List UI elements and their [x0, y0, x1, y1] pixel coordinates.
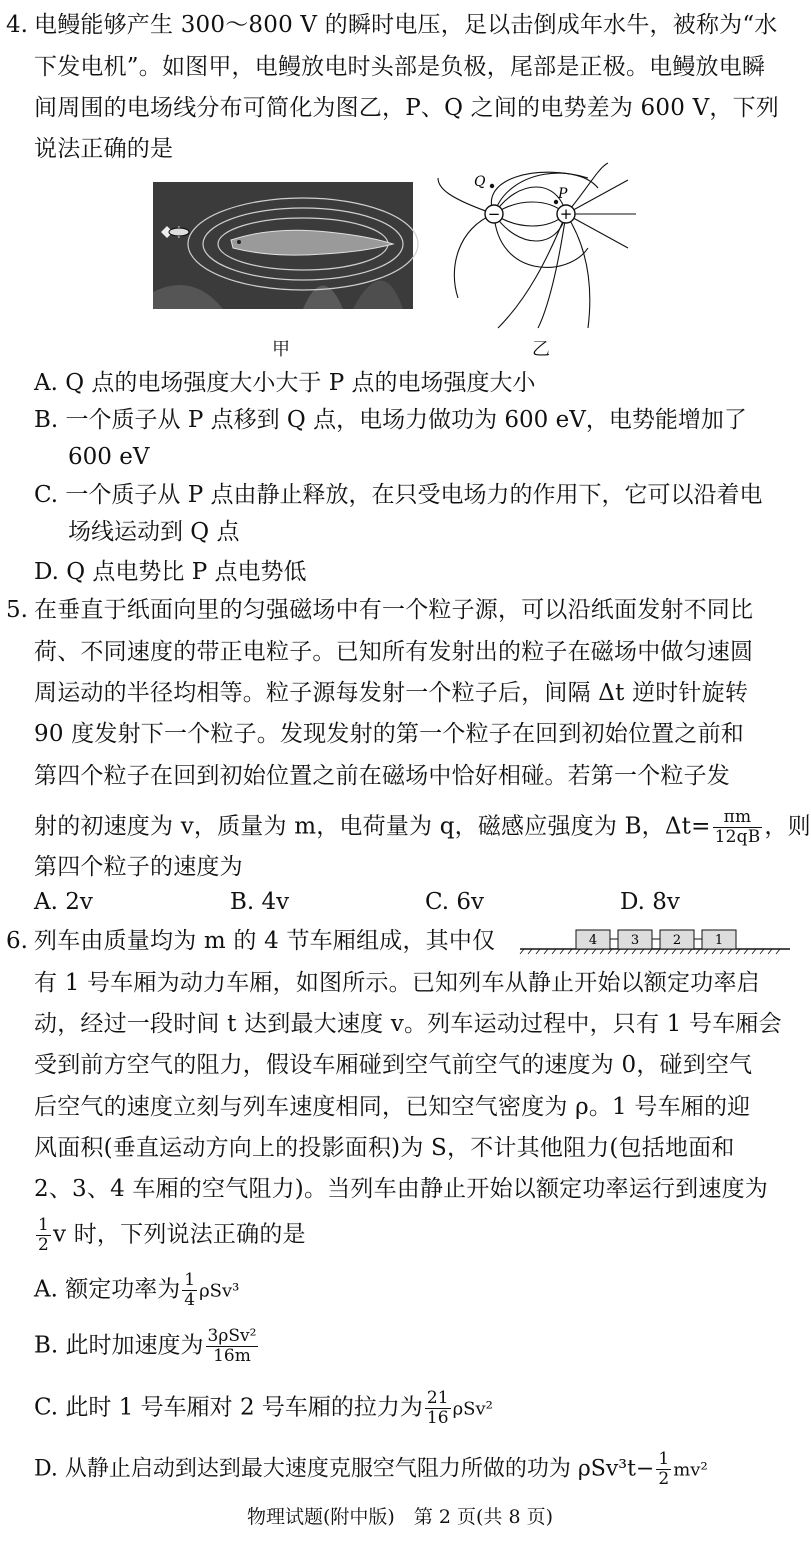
- q6-stem-line-4: 受到前方空气的阻力，假设车厢碰到空气前空气的速度为 0，碰到空气: [34, 1052, 753, 1078]
- q4-stem-line-3: 间周围的电场线分布可简化为图乙，P、Q 之间的电势差为 600 V，下列: [34, 95, 779, 121]
- q4-option-a: A. Q 点的电场强度大小大于 P 点的电场强度大小: [34, 370, 536, 396]
- train-car-2-label: 2: [672, 933, 682, 948]
- point-p-label: P: [558, 186, 568, 202]
- eel-photo-drawing: [153, 182, 413, 309]
- q5-number: 5.: [6, 597, 28, 623]
- q5-stem-line-5: 第四个粒子在回到初始位置之前在磁场中恰好相碰。若第一个粒子发: [34, 763, 730, 789]
- q6-option-c: [34, 1389, 493, 1428]
- q5-stem-line-3: 周运动的半径均相等。粒子源每发射一个粒子后，间隔 Δt 逆时针旋转: [34, 680, 749, 706]
- q6-option-a-post: ρSv³: [199, 1280, 240, 1302]
- q5-stem-line-2: 荷、不同速度的带正电粒子。已知所有发射出的粒子在磁场中做匀速圆: [34, 639, 754, 665]
- field-lines-drawing: [438, 168, 638, 328]
- train-drawing: [520, 924, 790, 954]
- positive-charge-sign: +: [559, 205, 573, 223]
- q6-option-b-fraction: [206, 1327, 259, 1366]
- q6-option-d-numerator: 1: [658, 1449, 670, 1469]
- delta-t-denominator: 12qB: [714, 827, 761, 847]
- q4-option-b-line-1: B. 一个质子从 P 点移到 Q 点，电场力做功为 600 eV，电势能增加了: [34, 407, 747, 433]
- q6-stem-line-1: 列车由质量均为 m 的 4 节车厢组成，其中仅: [34, 928, 496, 954]
- delta-t-numerator: πm: [713, 808, 763, 828]
- half-numerator: 1: [38, 1215, 50, 1235]
- negative-charge-sign: −: [487, 205, 501, 223]
- train-car-3: [618, 930, 652, 949]
- q6-option-d-fraction: [656, 1450, 671, 1489]
- q5-stem-line-1: 在垂直于纸面向里的匀强磁场中有一个粒子源，可以沿纸面发射不同比: [34, 597, 754, 623]
- q4-option-c-line-1: C. 一个质子从 P 点由静止释放，在只受电场力的作用下，它可以沿着电: [34, 482, 763, 508]
- q5-option-a: A. 2v: [34, 889, 93, 915]
- point-q-label: Q: [474, 174, 486, 190]
- q5-stem-line-4: 90 度发射下一个粒子。发现发射的第一个粒子在回到初始位置之前和: [34, 721, 744, 747]
- q5-option-b: B. 4v: [230, 889, 290, 915]
- figure-caption-a: 甲: [272, 339, 290, 360]
- q6-stem-line-6: 风面积(垂直运动方向上的投影面积)为 S，不计其他阻力(包括地面和: [34, 1135, 735, 1161]
- q6-stem-line-8: [34, 1216, 306, 1255]
- q4-number: 4.: [6, 12, 28, 38]
- q6-option-c-denominator: 16: [426, 1408, 449, 1428]
- q6-option-d-denominator: 2: [658, 1469, 670, 1489]
- q5-stem-line-6: [34, 808, 811, 847]
- delta-t-fraction: [713, 808, 763, 847]
- q6-stem-line-3: 动，经过一段时间 t 达到最大速度 v。列车运动过程中，只有 1 号车厢会: [34, 1011, 782, 1037]
- q6-option-c-numerator: 21: [426, 1388, 449, 1408]
- q6-option-b: [34, 1327, 260, 1366]
- q5-stem-6-post: ，则: [764, 813, 811, 840]
- train-car-1-label: 1: [714, 933, 724, 948]
- half-denominator: 2: [38, 1235, 50, 1255]
- q5-stem-6-pre: 射的初速度为 v，质量为 m，电荷量为 q，磁感应强度为 B，Δt=: [34, 813, 711, 840]
- q6-stem-line-2: 有 1 号车厢为动力车厢，如图所示。已知列车从静止开始以额定功率启: [34, 970, 760, 996]
- eel-photo-figure: [153, 182, 413, 309]
- q6-option-a-denominator: 4: [184, 1290, 196, 1310]
- page-footer: 物理试题(附中版) 第 2 页(共 8 页): [247, 1506, 553, 1528]
- train-car-1: [702, 930, 736, 949]
- q6-stem-last: v 时，下列说法正确的是: [53, 1221, 306, 1248]
- q6-number: 6.: [6, 928, 28, 954]
- figure-caption-b: 乙: [532, 339, 550, 360]
- q6-option-c-fraction: [425, 1389, 451, 1428]
- q4-option-c-line-2: 场线运动到 Q 点: [68, 519, 240, 545]
- q5-option-c: C. 6v: [425, 889, 485, 915]
- q6-option-d: [34, 1450, 708, 1489]
- q6-option-a-numerator: 1: [184, 1270, 196, 1290]
- q4-stem-line-4: 说法正确的是: [34, 136, 174, 162]
- train-car-4: [576, 930, 610, 949]
- point-q-dot: [490, 184, 494, 188]
- q6-option-a-pre: A. 额定功率为: [34, 1276, 181, 1303]
- half-fraction: [36, 1216, 51, 1255]
- q5-option-d: D. 8v: [620, 889, 680, 915]
- q6-option-a-fraction: [182, 1271, 197, 1310]
- q4-option-d: D. Q 点电势比 P 点电势低: [34, 559, 307, 585]
- q6-option-d-pre: D. 从静止启动到达到最大速度克服空气阻力所做的功为 ρSv³t−: [34, 1456, 655, 1482]
- q6-option-c-post: ρSv²: [452, 1398, 493, 1420]
- train-figure: [520, 924, 790, 954]
- q6-option-b-pre: B. 此时加速度为: [34, 1332, 204, 1359]
- q6-option-b-denominator: 16m: [213, 1346, 251, 1366]
- q6-stem-line-5: 后空气的速度立刻与列车速度相同，已知空气密度为 ρ。1 号车厢的迎: [34, 1094, 751, 1120]
- train-car-2: [660, 930, 694, 949]
- field-lines-figure: [438, 168, 638, 328]
- q6-option-c-pre: C. 此时 1 号车厢对 2 号车厢的拉力为: [34, 1394, 423, 1421]
- q6-option-a: [34, 1271, 239, 1310]
- q4-stem-line-1: 电鳗能够产生 300～800 V 的瞬时电压，足以击倒成年水牛，被称为“水: [34, 12, 778, 38]
- q4-option-b-line-2: 600 eV: [68, 444, 150, 470]
- train-car-4-label: 4: [588, 933, 598, 948]
- q4-stem-line-2: 下发电机”。如图甲，电鳗放电时头部是负极，尾部是正极。电鳗放电瞬: [34, 54, 766, 80]
- q6-stem-line-7: 2、3、4 车厢的空气阻力)。当列车由静止开始以额定功率运行到速度为: [34, 1176, 768, 1202]
- train-car-3-label: 3: [630, 933, 640, 948]
- q5-stem-line-7: 第四个粒子的速度为: [34, 854, 243, 880]
- q6-option-b-numerator: 3ρSv²: [207, 1326, 257, 1346]
- q6-option-d-post: mv²: [673, 1459, 708, 1481]
